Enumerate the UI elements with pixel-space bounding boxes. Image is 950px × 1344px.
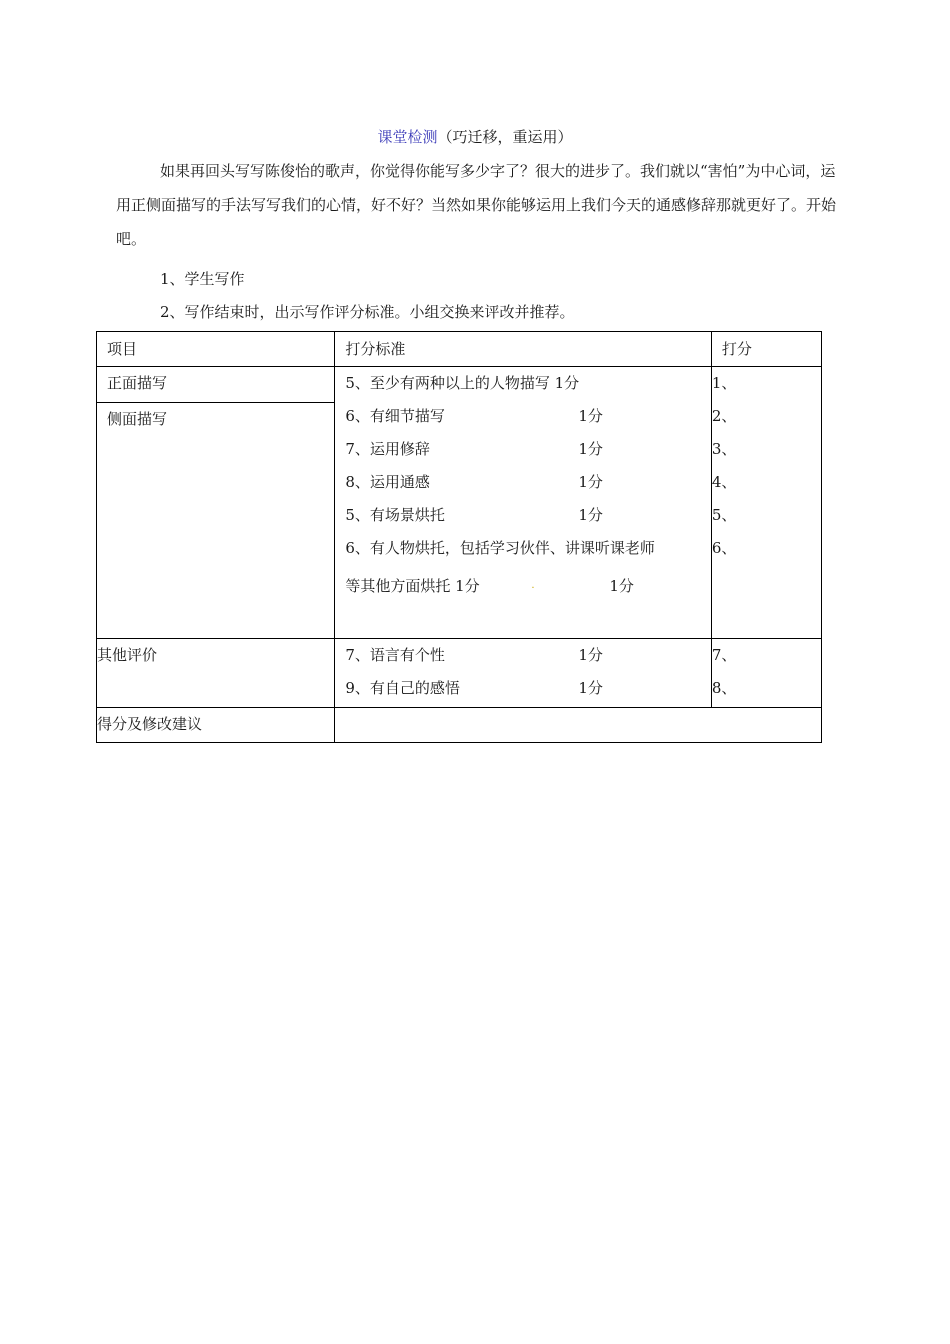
scoring-table (96, 331, 822, 743)
criterion-row: 等其他方面烘托 1分 . 1分 (335, 565, 711, 605)
header-score: 打分 (711, 332, 821, 367)
score-cell-main (711, 367, 821, 639)
table-row-final (97, 708, 822, 743)
category-front: 正面描写 (97, 367, 334, 403)
score-slot: 4、 (711, 473, 737, 491)
header-item: 项目 (97, 332, 335, 367)
criterion-row: 5、有场景烘托 1分 (345, 506, 603, 524)
category-side: 侧面描写 (107, 410, 168, 428)
score-slot: 5、 (711, 506, 737, 524)
criterion-row: 7、运用修辞 1分 (345, 440, 603, 458)
criterion-row: 6、有细节描写 1分 (345, 407, 603, 425)
score-slot: 8、 (711, 679, 737, 697)
intro-paragraph: 如果再回头写写陈俊怡的歌声，你觉得你能写多少字了？很大的进步了。我们就以“害怕”为中心词，运用正侧面描写的手法写写我们的心情，好不好？当然如果你能够运用上我们今天的通感修辞那就更好了。开始吧。 (116, 162, 837, 248)
category-cell-main (97, 367, 335, 639)
step-2: 2、写作结束时，出示写作评分标准。小组交换来评改并推荐。 (160, 303, 575, 321)
criterion-row: 8、运用通感 1分 (345, 473, 603, 491)
header-criteria: 打分标准 (335, 332, 712, 367)
criteria-cell-main (335, 367, 712, 639)
section-title-sub: （巧迁移，重运用） (437, 128, 573, 146)
criterion-row: 7、语言有个性 1分 (345, 646, 603, 664)
section-title (0, 126, 950, 147)
table-header-row (97, 332, 822, 367)
score-slot: 1、 (711, 374, 737, 392)
final-remarks-cell (335, 708, 822, 743)
score-slot: 2、 (711, 407, 737, 425)
criterion-row: 9、有自己的感悟 1分 (345, 679, 603, 697)
category-final: 得分及修改建议 (97, 708, 335, 743)
step-1: 1、学生写作 (160, 270, 245, 288)
criteria-cell-other (335, 639, 712, 708)
criterion-row: 6、有人物烘托，包括学习伙伴、讲课听课老师 (345, 539, 655, 557)
stray-dot-mark: . (531, 580, 535, 591)
section-title-main: 课堂检测 (377, 128, 438, 146)
score-slot: 6、 (711, 539, 737, 557)
category-other: 其他评价 (97, 639, 335, 708)
score-slot: 7、 (711, 646, 737, 664)
criterion-row: 5、至少有两种以上的人物描写 1分 (345, 374, 580, 392)
table-row-main (97, 367, 822, 639)
table-row-other (97, 639, 822, 708)
score-slot: 3、 (711, 440, 737, 458)
score-cell-other (711, 639, 821, 708)
